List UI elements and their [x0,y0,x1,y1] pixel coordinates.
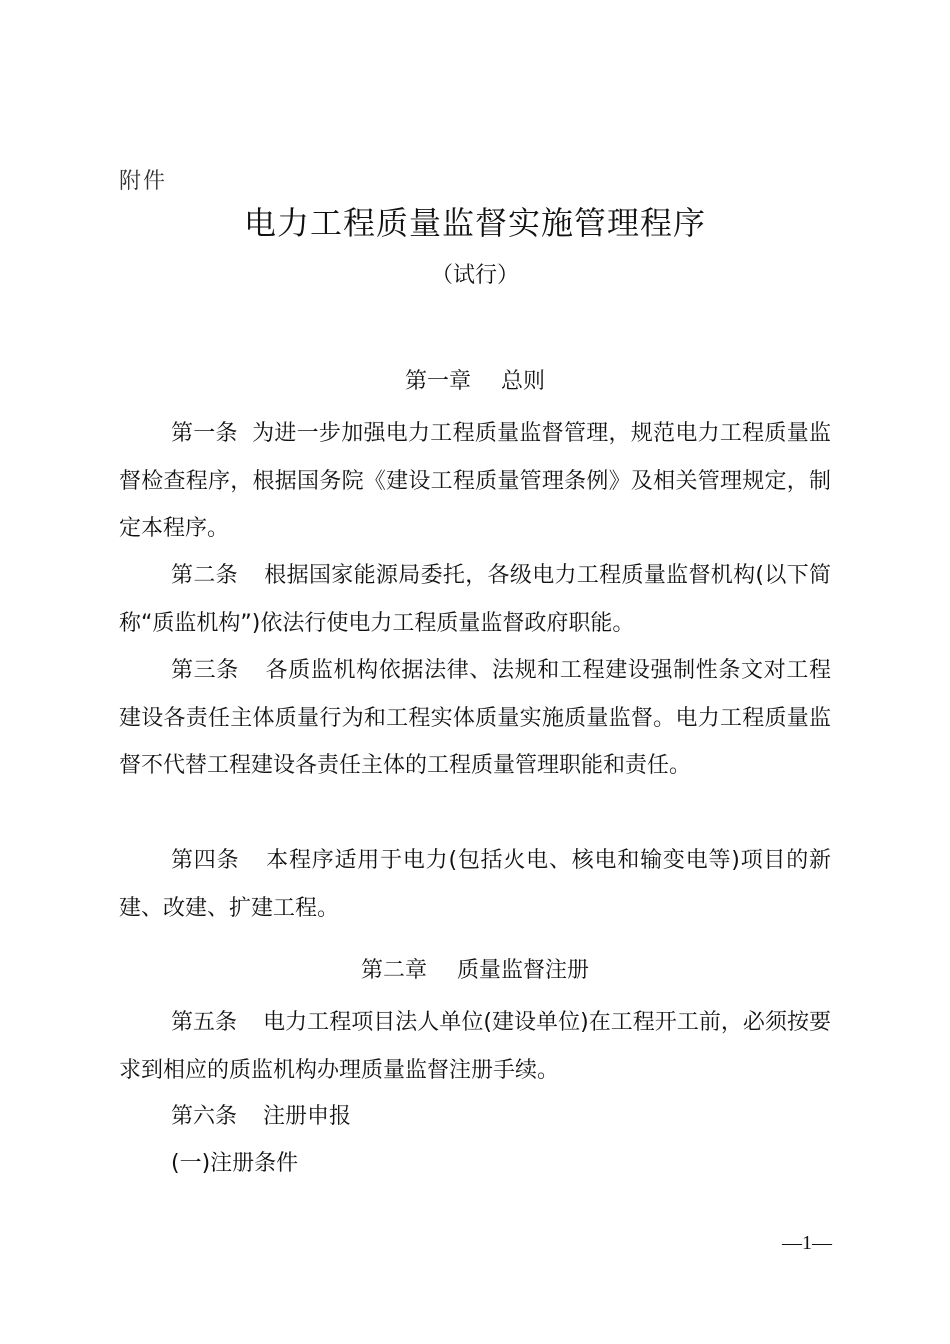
sub-item-text: (一)注册条件 [171,1151,299,1176]
page-number: —1— [782,1232,832,1254]
article-number: 第五条 [171,1010,238,1035]
chapter-heading-1 [0,364,950,395]
article-text: 各质监机构依据法律、法规和工程建设强制性条文对工程建设各责任主体质量行为和工程实体质量实施质量监督。电力工程质量监督不代替工程建设各责任主体的工程质量管理职能和责任。 [119,658,831,778]
document-subtitle: （试行） [430,263,519,288]
attachment-label: 附件 [119,169,168,194]
article-paragraph [119,410,831,553]
chapter-name: 总则 [501,369,546,394]
chapter-number: 第二章 [360,958,427,983]
article-number: 第四条 [171,848,240,873]
article-number: 第六条 [171,1104,238,1129]
article-text: 注册申报 [263,1104,352,1129]
article-paragraph [119,837,831,932]
article-text: 本程序适用于电力(包括火电、核电和输变电等)项目的新建、改建、扩建工程。 [119,848,831,921]
article-text: 为进一步加强电力工程质量监督管理，规范电力工程质量监督检查程序，根据国务院《建设工程质量管理条例》及相关管理规定，制定本程序。 [119,421,831,541]
chapter-heading-2 [0,953,950,984]
article-number: 第二条 [171,563,238,588]
article-text: 根据国家能源局委托，各级电力工程质量监督机构(以下简称“质监机构”)依法行使电力工程质量监督政府职能。 [119,563,831,636]
sub-item-paragraph [119,1140,831,1188]
chapter-number: 第一章 [404,369,471,394]
article-number: 第三条 [171,658,239,683]
article-paragraph [119,1093,831,1141]
chapter-name: 质量监督注册 [457,958,590,983]
document-title: 电力工程质量监督实施管理程序 [243,204,706,242]
article-paragraph [119,999,831,1094]
article-paragraph [119,647,831,790]
article-number: 第一条 [171,421,238,446]
article-text: 电力工程项目法人单位(建设单位)在工程开工前，必须按要求到相应的质监机构办理质量监督注册手续。 [119,1010,831,1083]
article-paragraph [119,552,831,647]
